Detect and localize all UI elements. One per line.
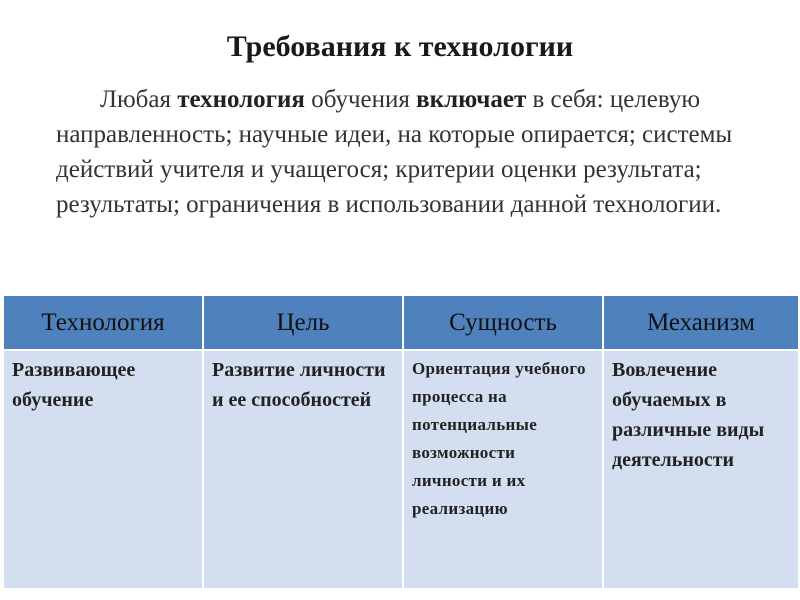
header-goal: Цель bbox=[203, 295, 403, 350]
intro-text-1: Любая bbox=[100, 86, 178, 113]
cell-technology: Развивающее обучение bbox=[3, 350, 203, 589]
header-mechanism: Механизм bbox=[603, 295, 799, 350]
intro-bold-includes: включает bbox=[416, 86, 527, 113]
intro-text-2: обучения bbox=[304, 86, 417, 113]
header-essence: Сущность bbox=[403, 295, 603, 350]
intro-bold-technology: технология bbox=[177, 86, 305, 113]
cell-mechanism: Вовлечение обучаемых в различные виды деятельности bbox=[603, 350, 799, 589]
slide-title: Требования к технологии bbox=[226, 30, 574, 63]
intro-paragraph bbox=[56, 82, 786, 222]
technology-table bbox=[2, 294, 800, 590]
table-row bbox=[3, 350, 799, 589]
cell-essence: Ориентация учебного процесса на потенциальные возможности личности и их реализацию bbox=[403, 350, 603, 589]
intro-text-3: в себя: целевую направленность; научные идеи, на которые опирается; системы действий учителя и учащегося; критерии оценки результата; результаты; ограничения в использовании данной технологии. bbox=[56, 86, 733, 218]
cell-goal: Развитие личности и ее способностей bbox=[203, 350, 403, 589]
header-technology: Технология bbox=[3, 295, 203, 350]
table-header-row bbox=[3, 295, 799, 350]
